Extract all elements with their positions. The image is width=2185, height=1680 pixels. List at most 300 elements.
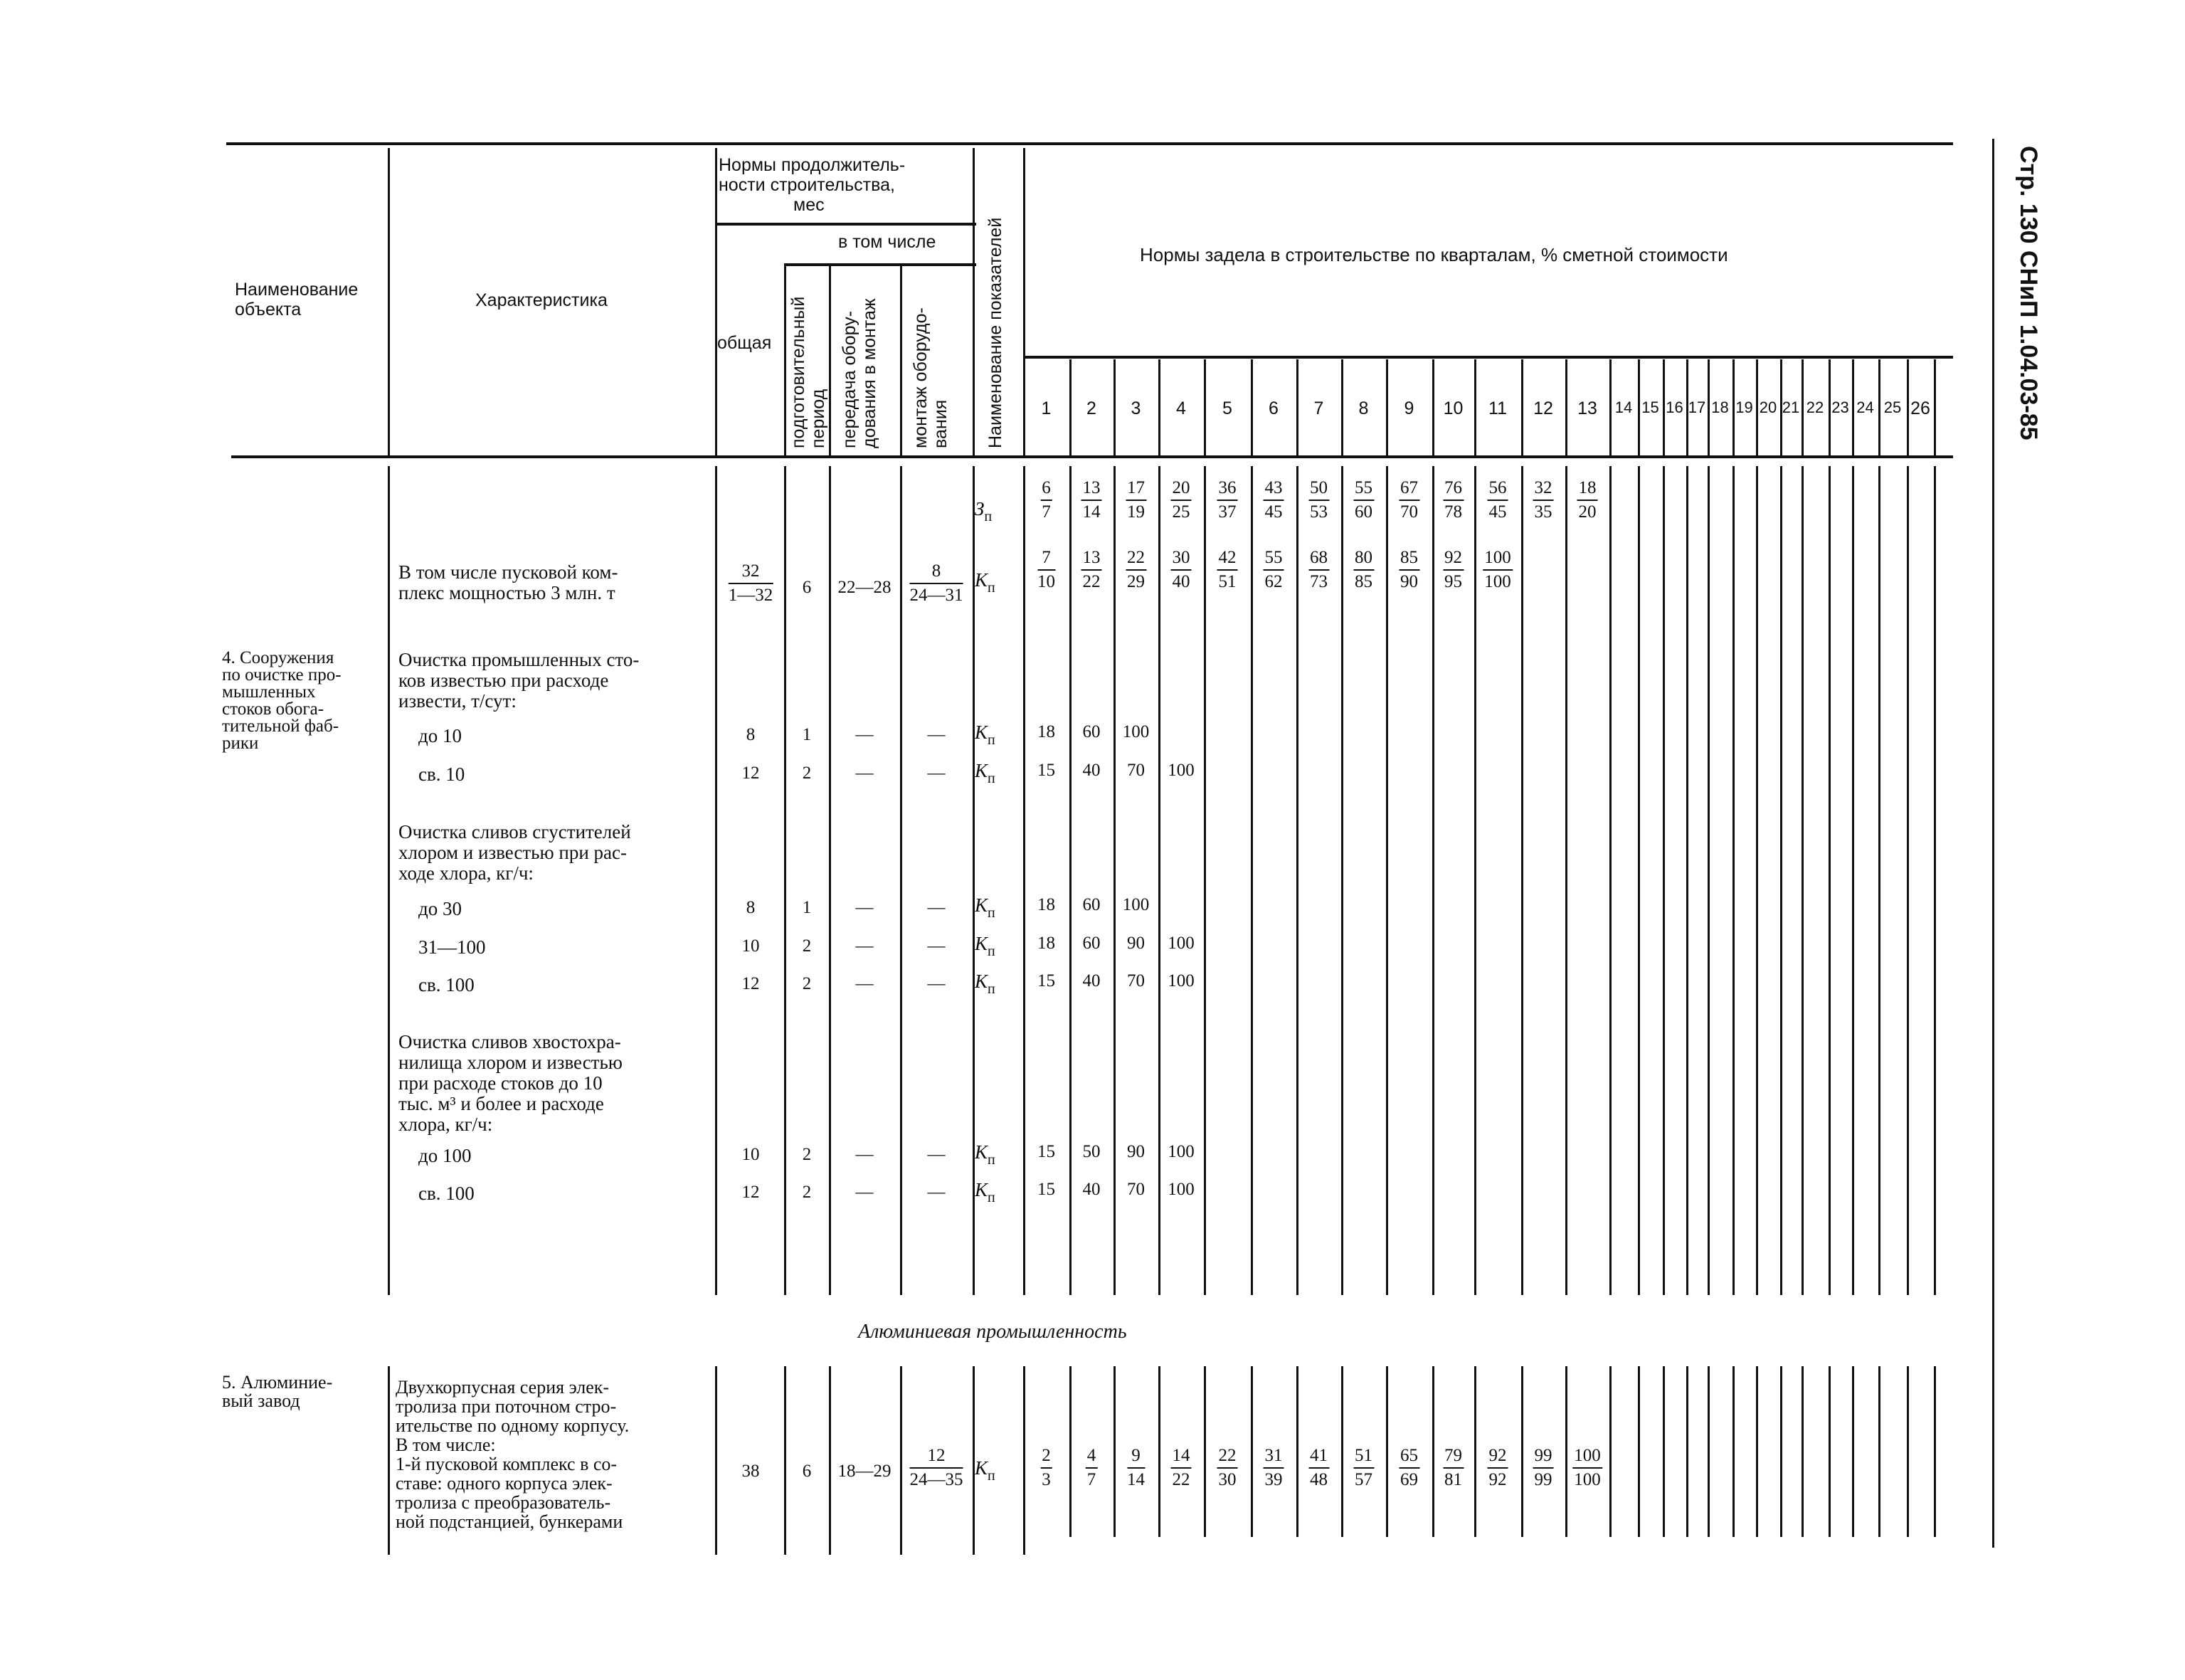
launch-k-quarter-4-denominator: 40 bbox=[1172, 572, 1190, 591]
aluminium-k-quarter-13-denominator: 100 bbox=[1574, 1470, 1601, 1489]
row-label: 31—100 bbox=[418, 936, 486, 958]
group-1-characteristic: извести, т/сут: bbox=[398, 690, 517, 712]
row-quarter-value: 100 bbox=[1168, 934, 1195, 953]
aluminium-equip-install-denominator: 24—35 bbox=[909, 1470, 963, 1489]
row-quarter-value: 100 bbox=[1168, 971, 1195, 990]
aluminium-k-quarter-8-denominator: 57 bbox=[1355, 1470, 1372, 1489]
body2-col-line-0 bbox=[388, 1366, 390, 1555]
quarter-header-line-12 bbox=[1565, 359, 1567, 455]
row-indicator-letter: К bbox=[975, 894, 988, 916]
launch-total-duration-denominator: 1—32 bbox=[728, 586, 773, 605]
launch-z-quarter-5 bbox=[1217, 477, 1238, 524]
row-quarter-value: 15 bbox=[1037, 1180, 1055, 1199]
launch-k-quarter-6 bbox=[1264, 546, 1284, 593]
group-3-characteristic: тыс. м³ и более и расходе bbox=[398, 1093, 604, 1114]
quarter-body-line-21 bbox=[1802, 466, 1804, 1295]
quarter-body-line-12 bbox=[1565, 466, 1567, 1295]
row-prep: 1 bbox=[802, 898, 812, 917]
row-indicator-letter: К bbox=[975, 1179, 988, 1200]
row-indicator-letter: К bbox=[975, 722, 988, 743]
launch-complex-characteristic: плекс мощностью 3 млн. т bbox=[398, 582, 615, 603]
object-4-name: стоков обога- bbox=[222, 699, 324, 719]
row-prep: 2 bbox=[802, 764, 812, 783]
quarter-body-line-13 bbox=[1609, 466, 1612, 1295]
row-install: — bbox=[927, 974, 946, 993]
quarter-body2-line-14 bbox=[1638, 1366, 1640, 1537]
quarter-header-line-4 bbox=[1204, 359, 1206, 455]
launch-z-quarter-11 bbox=[1488, 477, 1508, 524]
aluminium-equip-transfer: 18—29 bbox=[837, 1462, 892, 1481]
group-3-characteristic: нилища хлором и известью bbox=[398, 1052, 623, 1073]
row-prep: 2 bbox=[802, 974, 812, 993]
launch-equip-install bbox=[910, 560, 963, 607]
quarter-body2-line-6 bbox=[1296, 1366, 1298, 1537]
aluminium-k-quarter-9-numerator: 65 bbox=[1399, 1444, 1419, 1469]
body2-col-line-6 bbox=[1023, 1366, 1025, 1555]
aluminium-k-quarter-3-denominator: 14 bbox=[1127, 1470, 1145, 1489]
launch-k-quarter-7-numerator: 68 bbox=[1308, 546, 1329, 571]
quarter-body2-line-12 bbox=[1565, 1366, 1567, 1537]
launch-z-quarter-3-denominator: 19 bbox=[1127, 502, 1145, 522]
aluminium-k-quarter-1-denominator: 3 bbox=[1042, 1470, 1051, 1489]
launch-k-quarter-1-denominator: 10 bbox=[1037, 572, 1055, 591]
row-quarter-value: 100 bbox=[1168, 1142, 1195, 1161]
quarter-header-line-6 bbox=[1296, 359, 1298, 455]
body-col-line-2 bbox=[784, 466, 786, 1295]
header-prep-period-line: подготовительный bbox=[788, 296, 808, 448]
header-total: общая bbox=[717, 333, 772, 353]
row-indicator-subscript: п bbox=[987, 1190, 995, 1205]
row-install: — bbox=[927, 725, 946, 744]
quarter-number: 1 bbox=[1041, 398, 1052, 418]
launch-prep-period: 6 bbox=[802, 578, 812, 597]
row-quarter-value: 15 bbox=[1037, 971, 1055, 990]
launch-z-quarter-13-numerator: 18 bbox=[1577, 477, 1598, 501]
quarter-header-line-17 bbox=[1708, 359, 1710, 455]
quarter-header-line-21 bbox=[1802, 359, 1804, 455]
launch-z-quarter-5-denominator: 37 bbox=[1218, 502, 1237, 522]
quarter-body2-line-18 bbox=[1732, 1366, 1735, 1537]
aluminium-k-quarter-2-denominator: 7 bbox=[1086, 1470, 1096, 1489]
row-prep: 1 bbox=[802, 725, 812, 744]
header-col-line-6 bbox=[1023, 148, 1025, 455]
aluminium-characteristic: Двухкорпусная серия элек- bbox=[396, 1377, 610, 1398]
quarter-body-line-11 bbox=[1521, 466, 1523, 1295]
aluminium-k-quarter-9-denominator: 69 bbox=[1400, 1470, 1418, 1489]
row-label: до 100 bbox=[418, 1145, 472, 1166]
quarter-header-line-19 bbox=[1756, 359, 1758, 455]
aluminium-k-quarter-1 bbox=[1040, 1444, 1052, 1491]
aluminium-k-quarter-7-numerator: 41 bbox=[1308, 1444, 1329, 1469]
body-col-line-1 bbox=[715, 466, 717, 1295]
aluminium-k-quarter-7-denominator: 48 bbox=[1310, 1470, 1328, 1489]
launch-k-quarter-7 bbox=[1308, 546, 1329, 593]
quarter-header-line-26 bbox=[1934, 359, 1936, 455]
aluminium-characteristic: тролиза при поточном стро- bbox=[396, 1396, 617, 1417]
row-quarter-value: 100 bbox=[1168, 1180, 1195, 1199]
row-quarter-value: 18 bbox=[1037, 934, 1055, 953]
quarter-body2-line-20 bbox=[1780, 1366, 1782, 1537]
launch-equip-install-numerator: 8 bbox=[910, 560, 963, 584]
aluminium-k-quarter-9 bbox=[1399, 1444, 1419, 1491]
quarter-body2-line-9 bbox=[1432, 1366, 1434, 1537]
quarter-number: 9 bbox=[1404, 398, 1414, 418]
row-transfer: — bbox=[855, 936, 874, 956]
launch-z-quarter-3-numerator: 17 bbox=[1126, 477, 1146, 501]
launch-z-quarter-10-denominator: 78 bbox=[1444, 502, 1462, 522]
row-label: св. 100 bbox=[418, 1183, 475, 1204]
row-quarter-value: 70 bbox=[1127, 971, 1145, 990]
row-total: 12 bbox=[741, 974, 760, 993]
row-quarter-value: 100 bbox=[1122, 895, 1150, 914]
row-indicator-letter: К bbox=[975, 971, 988, 992]
aluminium-k-quarter-10-numerator: 79 bbox=[1443, 1444, 1464, 1469]
quarter-header-line-13 bbox=[1609, 359, 1612, 455]
quarter-header-line-5 bbox=[1251, 359, 1253, 455]
quarter-body-line-19 bbox=[1756, 466, 1758, 1295]
group-3-characteristic: хлора, кг/ч: bbox=[398, 1114, 493, 1135]
row-quarter-value: 18 bbox=[1037, 722, 1055, 741]
header-col-line-3 bbox=[829, 263, 831, 455]
quarter-body-line-17 bbox=[1708, 466, 1710, 1295]
row-install: — bbox=[927, 1145, 946, 1164]
quarter-body-line-22 bbox=[1829, 466, 1831, 1295]
row-indicator bbox=[975, 971, 995, 998]
row-transfer: — bbox=[855, 725, 874, 744]
header-col-line-2 bbox=[784, 263, 786, 455]
row-quarter-value: 40 bbox=[1082, 1180, 1101, 1199]
launch-z-quarter-7 bbox=[1308, 477, 1329, 524]
launch-indicator-k bbox=[975, 569, 995, 596]
header-including: в том числе bbox=[838, 232, 936, 252]
launch-k-quarter-10-numerator: 92 bbox=[1443, 546, 1464, 571]
row-indicator-letter: К bbox=[975, 760, 988, 781]
quarter-header-line-7 bbox=[1341, 359, 1343, 455]
quarter-body2-line-19 bbox=[1756, 1366, 1758, 1537]
launch-z-quarter-8-denominator: 60 bbox=[1355, 502, 1372, 522]
launch-k-quarter-1-numerator: 7 bbox=[1037, 546, 1055, 571]
aluminium-k-quarter-2 bbox=[1086, 1444, 1098, 1491]
launch-complex-characteristic: В том числе пусковой ком- bbox=[398, 561, 618, 583]
launch-z-quarter-8-numerator: 55 bbox=[1353, 477, 1374, 501]
aluminium-equip-install-numerator: 12 bbox=[910, 1444, 963, 1469]
launch-k-quarter-9-numerator: 85 bbox=[1399, 546, 1419, 571]
launch-z-quarter-6-denominator: 45 bbox=[1264, 502, 1283, 522]
launch-k-quarter-10 bbox=[1443, 546, 1464, 593]
quarter-body2-line-17 bbox=[1708, 1366, 1710, 1537]
launch-k-quarter-4 bbox=[1171, 546, 1192, 593]
launch-total-duration bbox=[729, 560, 773, 607]
aluminium-k-quarter-6-numerator: 31 bbox=[1264, 1444, 1284, 1469]
launch-k-quarter-2-denominator: 22 bbox=[1082, 572, 1101, 591]
header-duration-group: ности строительства, bbox=[719, 175, 895, 195]
quarter-number: 13 bbox=[1577, 398, 1597, 418]
quarter-number: 17 bbox=[1688, 398, 1706, 416]
row-quarter-value: 90 bbox=[1127, 934, 1145, 953]
row-indicator bbox=[975, 894, 995, 921]
header-bottom-rule bbox=[231, 455, 1953, 458]
quarter-number: 8 bbox=[1358, 398, 1369, 418]
row-prep: 2 bbox=[802, 1145, 812, 1164]
aluminium-k-quarter-8-numerator: 51 bbox=[1353, 1444, 1374, 1469]
launch-indicator-z-letter: З bbox=[975, 498, 985, 519]
header-equip-transfer-line: дования в монтаж bbox=[859, 298, 879, 448]
quarter-number: 22 bbox=[1806, 398, 1824, 416]
quarter-number: 25 bbox=[1883, 398, 1902, 416]
launch-k-quarter-8 bbox=[1353, 546, 1374, 593]
object-4-name: рики bbox=[222, 734, 259, 753]
launch-indicator-z bbox=[975, 498, 992, 525]
aluminium-characteristic: ной подстанцией, бункерами bbox=[396, 1511, 623, 1532]
launch-z-quarter-9-denominator: 70 bbox=[1400, 502, 1418, 522]
launch-z-quarter-11-numerator: 56 bbox=[1488, 477, 1508, 501]
quarter-number: 12 bbox=[1533, 398, 1553, 418]
quarter-body2-line-5 bbox=[1251, 1366, 1253, 1537]
quarter-body2-line-3 bbox=[1158, 1366, 1160, 1537]
aluminium-k-quarter-6-denominator: 39 bbox=[1264, 1470, 1283, 1489]
row-indicator-subscript: п bbox=[987, 944, 995, 959]
quarter-number: 20 bbox=[1759, 398, 1777, 416]
launch-indicator-k-subscript: п bbox=[987, 580, 995, 596]
header-divider-quarters bbox=[1023, 356, 1953, 359]
aluminium-characteristic: В том числе: bbox=[396, 1435, 496, 1455]
launch-z-quarter-2-numerator: 13 bbox=[1081, 477, 1102, 501]
quarter-body-line-10 bbox=[1474, 466, 1476, 1295]
page-right-rule bbox=[1992, 139, 1994, 1548]
row-transfer: — bbox=[855, 1183, 874, 1202]
quarter-header-line-25 bbox=[1907, 359, 1909, 455]
row-indicator bbox=[975, 722, 995, 749]
body-col-line-6 bbox=[1023, 466, 1025, 1295]
quarter-body-line-1 bbox=[1069, 466, 1072, 1295]
launch-k-quarter-3-denominator: 29 bbox=[1127, 572, 1145, 591]
body2-col-line-1 bbox=[715, 1366, 717, 1555]
body2-col-line-4 bbox=[900, 1366, 902, 1555]
aluminium-indicator-k-subscript: п bbox=[987, 1468, 995, 1484]
header-prep-period-line: период bbox=[808, 389, 828, 448]
quarter-number: 10 bbox=[1443, 398, 1464, 418]
row-total: 12 bbox=[741, 1183, 760, 1202]
quarter-number: 16 bbox=[1666, 398, 1683, 416]
aluminium-k-quarter-13-numerator: 100 bbox=[1572, 1444, 1602, 1469]
row-install: — bbox=[927, 898, 946, 917]
row-label: до 10 bbox=[418, 725, 462, 746]
aluminium-k-quarter-6 bbox=[1264, 1444, 1284, 1491]
section-title-aluminium: Алюминиевая промышленность bbox=[858, 1321, 1127, 1343]
row-transfer: — bbox=[855, 898, 874, 917]
aluminium-k-quarter-3 bbox=[1127, 1444, 1145, 1491]
aluminium-k-quarter-7 bbox=[1308, 1444, 1329, 1491]
row-indicator-subscript: п bbox=[987, 905, 995, 921]
aluminium-k-quarter-1-numerator: 2 bbox=[1040, 1444, 1052, 1469]
quarter-body2-line-26 bbox=[1934, 1366, 1936, 1537]
launch-k-quarter-9 bbox=[1399, 546, 1419, 593]
quarter-number: 3 bbox=[1131, 398, 1141, 418]
row-quarter-value: 15 bbox=[1037, 761, 1055, 780]
quarter-body2-line-13 bbox=[1609, 1366, 1612, 1537]
row-quarter-value: 60 bbox=[1082, 934, 1101, 953]
body-col-line-4 bbox=[900, 466, 902, 1295]
quarter-number: 19 bbox=[1735, 398, 1753, 416]
object-4-name: мышленных bbox=[222, 682, 316, 702]
header-equip-transfer bbox=[840, 298, 879, 448]
aluminium-k-quarter-11-numerator: 92 bbox=[1488, 1444, 1508, 1469]
row-transfer: — bbox=[855, 764, 874, 783]
launch-k-quarter-5-numerator: 42 bbox=[1217, 546, 1238, 571]
header-characteristic: Характеристика bbox=[475, 290, 608, 310]
quarter-body-line-23 bbox=[1852, 466, 1854, 1295]
quarter-body-line-4 bbox=[1204, 466, 1206, 1295]
launch-k-quarter-11 bbox=[1483, 546, 1513, 593]
aluminium-characteristic: тролиза с преобразователь- bbox=[396, 1492, 611, 1513]
aluminium-k-quarter-5-denominator: 30 bbox=[1218, 1470, 1237, 1489]
quarter-body2-line-11 bbox=[1521, 1366, 1523, 1537]
launch-z-quarter-6 bbox=[1264, 477, 1284, 524]
quarter-body-line-3 bbox=[1158, 466, 1160, 1295]
row-quarter-value: 40 bbox=[1082, 761, 1101, 780]
quarter-body-line-7 bbox=[1341, 466, 1343, 1295]
launch-k-quarter-10-denominator: 95 bbox=[1444, 572, 1462, 591]
row-indicator-letter: К bbox=[975, 933, 988, 954]
body-col-line-0 bbox=[388, 466, 390, 1295]
row-quarter-value: 40 bbox=[1082, 971, 1101, 990]
launch-k-quarter-6-numerator: 55 bbox=[1264, 546, 1284, 571]
aluminium-k-quarter-4 bbox=[1171, 1444, 1192, 1491]
quarter-header-line-9 bbox=[1432, 359, 1434, 455]
launch-z-quarter-4-denominator: 25 bbox=[1172, 502, 1190, 522]
launch-z-quarter-1 bbox=[1040, 477, 1052, 524]
launch-z-quarter-11-denominator: 45 bbox=[1488, 502, 1507, 522]
object-5-name: вый завод bbox=[222, 1390, 300, 1411]
object-5-name: 5. Алюминие- bbox=[222, 1372, 333, 1393]
top-rule bbox=[226, 142, 1953, 145]
aluminium-k-quarter-8 bbox=[1353, 1444, 1374, 1491]
header-duration-group: Нормы продолжитель- bbox=[719, 155, 906, 175]
launch-indicator-k-letter: К bbox=[975, 569, 988, 591]
quarter-body2-line-15 bbox=[1663, 1366, 1665, 1537]
quarter-body2-line-16 bbox=[1686, 1366, 1688, 1537]
header-indicator-name: Наименование показателей bbox=[985, 217, 1005, 448]
launch-z-quarter-1-denominator: 7 bbox=[1042, 502, 1051, 522]
header-col-line-0 bbox=[388, 148, 390, 455]
quarter-body2-line-1 bbox=[1069, 1366, 1072, 1537]
quarter-number: 15 bbox=[1641, 398, 1659, 416]
aluminium-k-quarter-12-numerator: 99 bbox=[1533, 1444, 1554, 1469]
launch-k-quarter-6-denominator: 62 bbox=[1264, 572, 1283, 591]
quarter-header-line-8 bbox=[1386, 359, 1388, 455]
quarter-body2-line-2 bbox=[1113, 1366, 1116, 1537]
aluminium-characteristic: ставе: одного корпуса элек- bbox=[396, 1473, 613, 1494]
launch-k-quarter-2 bbox=[1081, 546, 1102, 593]
body2-col-line-2 bbox=[784, 1366, 786, 1555]
quarter-body2-line-24 bbox=[1878, 1366, 1880, 1537]
quarter-header-line-1 bbox=[1069, 359, 1072, 455]
launch-z-quarter-13 bbox=[1577, 477, 1598, 524]
row-label: св. 100 bbox=[418, 974, 475, 995]
row-indicator bbox=[975, 1141, 995, 1168]
quarter-number: 6 bbox=[1269, 398, 1279, 418]
quarter-body-line-24 bbox=[1878, 466, 1880, 1295]
aluminium-equip-install bbox=[910, 1444, 963, 1491]
group-3-characteristic: Очистка сливов хвостохра- bbox=[398, 1031, 621, 1052]
quarter-number: 24 bbox=[1856, 398, 1874, 416]
launch-k-quarter-8-denominator: 85 bbox=[1355, 572, 1372, 591]
quarter-header-line-22 bbox=[1829, 359, 1831, 455]
aluminium-k-quarter-12 bbox=[1533, 1444, 1554, 1491]
launch-z-quarter-10-numerator: 76 bbox=[1443, 477, 1464, 501]
row-quarter-value: 60 bbox=[1082, 895, 1101, 914]
header-col-line-1 bbox=[715, 148, 717, 455]
row-indicator bbox=[975, 760, 995, 787]
quarter-header-line-14 bbox=[1638, 359, 1640, 455]
header-equip-install-line: монтаж оборудо- bbox=[911, 307, 931, 448]
launch-z-quarter-2 bbox=[1081, 477, 1102, 524]
quarter-body2-line-7 bbox=[1341, 1366, 1343, 1537]
quarter-body-line-15 bbox=[1663, 466, 1665, 1295]
quarter-body-line-16 bbox=[1686, 466, 1688, 1295]
aluminium-k-quarter-11-denominator: 92 bbox=[1488, 1470, 1507, 1489]
row-transfer: — bbox=[855, 1145, 874, 1164]
launch-z-quarter-5-numerator: 36 bbox=[1217, 477, 1238, 501]
quarter-header-line-24 bbox=[1878, 359, 1880, 455]
quarter-number: 7 bbox=[1313, 398, 1324, 418]
row-indicator-subscript: п bbox=[987, 981, 995, 997]
launch-k-quarter-5 bbox=[1217, 546, 1238, 593]
quarter-number: 14 bbox=[1614, 398, 1633, 416]
row-indicator bbox=[975, 933, 995, 960]
quarter-body-line-18 bbox=[1732, 466, 1735, 1295]
row-quarter-value: 100 bbox=[1122, 722, 1150, 741]
row-quarter-value: 70 bbox=[1127, 761, 1145, 780]
header-duration-group: мес bbox=[793, 195, 825, 215]
launch-equip-transfer: 22—28 bbox=[837, 578, 892, 597]
launch-z-quarter-12 bbox=[1533, 477, 1554, 524]
row-label: до 30 bbox=[418, 898, 462, 919]
quarter-body-line-25 bbox=[1907, 466, 1909, 1295]
quarter-header-line-10 bbox=[1474, 359, 1476, 455]
launch-k-quarter-7-denominator: 73 bbox=[1310, 572, 1328, 591]
quarter-number: 11 bbox=[1488, 398, 1507, 418]
launch-z-quarter-3 bbox=[1126, 477, 1146, 524]
aluminium-indicator-k-letter: К bbox=[975, 1457, 988, 1479]
launch-k-quarter-3 bbox=[1126, 546, 1146, 593]
group-2-characteristic: хлором и известью при рас- bbox=[398, 842, 627, 863]
launch-z-quarter-7-numerator: 50 bbox=[1308, 477, 1329, 501]
header-equip-transfer-line: передача обору- bbox=[840, 310, 859, 448]
row-install: — bbox=[927, 936, 946, 956]
aluminium-k-quarter-3-numerator: 9 bbox=[1127, 1444, 1145, 1469]
object-4-name: 4. Сооружения bbox=[222, 648, 334, 667]
aluminium-prep-period: 6 bbox=[802, 1462, 812, 1481]
row-indicator-subscript: п bbox=[987, 771, 995, 786]
row-total: 8 bbox=[746, 725, 756, 744]
quarter-number: 4 bbox=[1176, 398, 1186, 418]
group-2-characteristic: Очистка сливов сгустителей bbox=[398, 821, 631, 842]
launch-k-quarter-3-numerator: 22 bbox=[1126, 546, 1146, 571]
launch-z-quarter-8 bbox=[1353, 477, 1374, 524]
aluminium-total-duration: 38 bbox=[741, 1462, 760, 1481]
launch-k-quarter-1 bbox=[1037, 546, 1055, 593]
row-total: 12 bbox=[741, 764, 760, 783]
launch-k-quarter-4-numerator: 30 bbox=[1171, 546, 1192, 571]
quarter-number: 2 bbox=[1086, 398, 1096, 418]
aluminium-k-quarter-13 bbox=[1572, 1444, 1602, 1491]
aluminium-k-quarter-4-numerator: 14 bbox=[1171, 1444, 1192, 1469]
header-divider-duration bbox=[715, 223, 976, 226]
launch-k-quarter-5-denominator: 51 bbox=[1218, 572, 1237, 591]
quarter-body-line-6 bbox=[1296, 466, 1298, 1295]
row-quarter-value: 100 bbox=[1168, 761, 1195, 780]
